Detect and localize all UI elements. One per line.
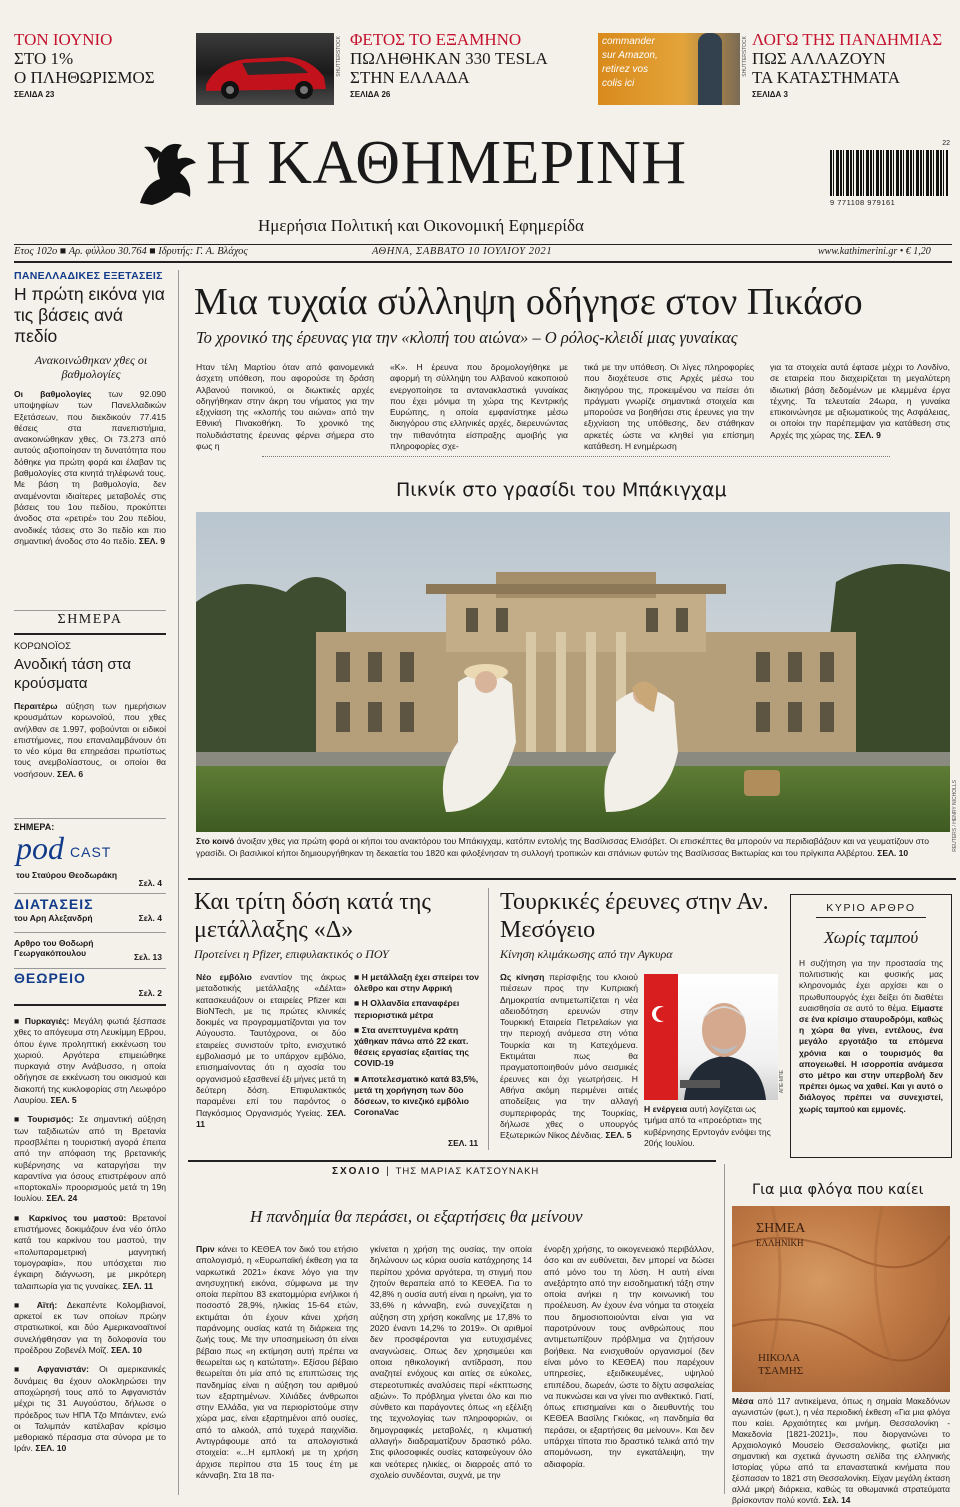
- comment-col-3: ένορξη χρήσης, το οικογενειακό περιβάλλον, όσο και αν ευθύνεται, δεν μπορεί να δώσει από μόνο του τη λύση. Η αυτή είναι ανεξάρτητο από την εισοδηματική τάξη στην οποία ανήκει η την κοινωνική του προέλευση. Αν έχουν ένα νόημα τα στοιχεία που δημοσιοποιούνται είναι για να παροτρύνουν τους ανθρώπους που αντιμετωπίζουν πρόβλημα να ζητήσουν βοήθεια. Να ενισχυθούν οργανισμοί (δεν είναι μόνο το ΚΕΘΕΑ) που παρέχουν υπηρεσίες, εξειδικευμένες, υψηλού επιπέδου, δωρεάν, ώστε το δίχτυ ασφαλείας να πυκνώσει και να γίνει πιο ανθεκτικό. Γιατί, όπως επισημαίνει και ο διευθυντής του ΚΕΘΕΑ Βασίλης Γκιόκας, «η πανδημία θα περάσει, οι εξαρτήσεις θα μείνουν». Και δεν υπάρχει τίποτα πιο δραστικό τελικά από την απομόνωση, την εγκατάλειψη, την αδιαφορία.: [544, 1244, 714, 1469]
- vaccine-bullet-2[interactable]: ■ Η Ολλανδία επαναφέρει περιοριστικά μέτρα: [354, 998, 460, 1020]
- lead-story-page: ΣΕΛ. 9: [854, 429, 881, 440]
- item-afghanistan-page: ΣΕΛ. 10: [35, 1443, 67, 1454]
- barcode-number: 9 771108 979161: [830, 198, 896, 207]
- item-afghanistan[interactable]: ■ Αφγανιστάν: Οι αμερικανικές δυνάμεις θα έχουν ολοκληρώσει την αποχώρησή τους από το Αφγανιστάν μέχρι τις 31 Αυγούστου, δήλωσε ο πρόεδρος των ΗΠΑ Τζο Μπάιντεν, ενώ οι Ταλιμπάν κατέλαβαν κρίσιμο μεθοριακό πέρασμα στα σύνορα με το Ιράν. ΣΕΛ. 10: [14, 1364, 166, 1454]
- turkey-lead: Ως κίνηση: [500, 972, 545, 982]
- flame-title[interactable]: Για μια φλόγα που καίει: [752, 1182, 924, 1198]
- item-tourism-page: ΣΕΛ. 24: [46, 1193, 78, 1204]
- lead-col-1: Ηταν τέλη Μαρτίου όταν από φαινομενικά άσχετη υπόθεση, που αφορούσε τη δράση Αλβανού ποινικού, οι διωκτικές αρχές οδηγήθηκαν στην άκρη του νήματος για την εξιχνίαση της «κλοπής του αιώνα» από την Εθνική Πινακοθήκη. Το χρονικό της πολυδιάστατης έρευνας φέρνει σήμερα στο φως η: [196, 362, 374, 452]
- amazon-locker-photo: [598, 33, 740, 105]
- buckingham-caption-page: ΣΕΛ. 10: [877, 847, 909, 858]
- arthro-page: Σελ. 13: [133, 952, 162, 962]
- flag-text-2: ΕΛΛΗΝΙΚΗ: [756, 1238, 804, 1248]
- turkey-story[interactable]: [500, 888, 780, 962]
- tesla-photo: [196, 33, 334, 105]
- vaccine-subtitle: Προτείνει η Pfizer, επιφυλακτικός ο ΠΟΥ: [194, 947, 389, 961]
- corona-kicker: ΚΟΡΩΝΟΪΟΣ: [14, 641, 72, 652]
- vaccine-bullet-4-text: Αποτελεσματικό κατά 83,5%, μετά τη χορήγηση των δύο δόσεων, το κινεζικό εμβόλιο CoronaVac: [354, 1073, 479, 1118]
- teaser-1-line2: ΣΤΟ 1%: [14, 49, 74, 68]
- vaccine-page: ΣΕΛ. 11: [196, 1107, 347, 1129]
- theoreio-title: ΘΕΩΡΕΙΟ: [14, 970, 86, 986]
- lead-col-4-text: για τα στοιχεία αυτά έφτασε μέχρι το Λονδίνο, σε εταιρεία που διαχειρίζεται τη μεγαλύτερη ιδιωτική βάση δεδομένων με κλεμμένα έργα τέχνης. Τα τελευταία 24ωρα, η γυναίκα επικοινώνησε με αξιωματικούς της Ασφάλειας, οι οποίοι την παρέπεμψαν για κατάθεση στις Αρχές της χώρας της.: [770, 362, 950, 440]
- erdogan-caption: [644, 1104, 778, 1149]
- diataseis-page: Σελ. 4: [138, 913, 162, 923]
- lead-col-4: [770, 362, 950, 441]
- item-cancer[interactable]: ■ Καρκίνος του μαστού: Βρετανοί επιστήμονες δοκιμάζουν ένα νέο όπλο κατά του καρκίνου του μαστού, την «πολυπαραμετρική μαγνητική τομογραφία», που υπόσχεται πιο έγκαιρη διάγνωση, με μικρότερη ταλαιπωρία για τις γυναίκες. ΣΕΛ. 11: [14, 1212, 166, 1291]
- vaccine-bullets: [354, 972, 482, 1118]
- arthro-promo[interactable]: [14, 938, 166, 966]
- podcast-author: του Σταύρου Θεοδωράκη: [16, 870, 118, 880]
- editorial-body: [799, 958, 943, 1115]
- sphinx-icon: [132, 133, 202, 213]
- item-cancer-lead: Καρκίνος του μαστού:: [28, 1212, 127, 1223]
- photo-story-title[interactable]: Πικνίκ στο γρασίδι του Μπάκιγχαμ: [396, 479, 727, 501]
- corona-page: ΣΕΛ. 6: [57, 768, 84, 779]
- editorial-title: Χωρίς ταμπού: [823, 928, 919, 947]
- exams-page: ΣΕΛ. 9: [138, 535, 166, 546]
- podcast-page: Σελ. 4: [138, 878, 162, 888]
- vaccine-text: εναντίον της άκρως μεταδοτικής μετάλλαξης «Δέλτα» κατασκευάζουν οι εταιρείες Pfizer και BioNTech, με τις πρώτες κλινικές δοκιμές να προγραμματίζονται για τον Αύγουστο. Ταυτόχρονα, οι δύο εταιρείες συνιστούν τρίτο, ενισχυτικό εμβολιασμό με το υπάρχον εμβόλιο, επισημαίνοντας ότι η αχοσία του οργανισμού εξασθενεί έξι μήνες μετά τη δεύτερη δόση. Επιφυλακτικός παραμένει επί του παρόντος ο Παγκόσμιος Οργανισμός Υγείας.: [196, 972, 347, 1118]
- exams-lead: Οι βαθμολογίες: [14, 389, 92, 399]
- turkey-page: ΣΕΛ. 5: [605, 1130, 632, 1141]
- exams-kicker: ΠΑΝΕΛΛΑΔΙΚΕΣ ΕΞΕΤΑΣΕΙΣ: [14, 270, 163, 282]
- comment-col-2: γκίνεται η χρήση της ουσίας, την οποία δηλώνουν ως κύρια ουσία κατάχρησης 14 περίπου χρόνια αργότερα, τη στιγμή που ζητούν θεραπεία από το ΚΕΘΕΑ. Για το 42,8% η ουσία αυτή είναι η ηρωίνη, για το 33,6% η κάνναβη, ενώ συνεχίζεται η αύξηση στη χρήση κοκαΐνης με 17,8% το 2020 έναντι 14,2% το 2019». Οι αριθμοί δεν προσφέρονται για ευτυχισμένες αναγνώσεις. Οπως δεν χρησιμεύει και οποια ηθικολογική αντίδραση, που αναζητεί ενόχους και αιτίες σε εύκολες, στερεοτυπικές αναλύσεις περί «έκπτωσης αξιών». Το πρόβλημα γίνεται όλο και πιο σύνθετο και παράγοντες όπως «η εξέλιξη της τεχνολογίας των πληροφοριών, οι δημογραφικές μεταβολές, η κλιματική αλλαγή» διαδραματίζουν δραστικό ρόλο. Στις φιλοσοφικές ουσίες καταφεύγουν όλο και νεότερες ηλικίες, οι διαρροές από το σχολείο συνδέονται, συχνά, με την: [370, 1244, 532, 1480]
- teaser-3-line2: ΠΩΣ ΑΛΛΑΖΟΥΝ: [752, 49, 886, 68]
- vaccine-bullet-1-text: Η μετάλλαξη έχει σπείρει τον όλεθρο και στην Αφρική: [354, 972, 480, 994]
- vaccine-bullet-3[interactable]: ■ Στα ανεπτυγμένα κράτη χάθηκαν πάνω από 22 εκατ. θέσεις εργασίας εξαιτίας της COVID-19: [354, 1024, 469, 1069]
- issue-date: ΑΘΗΝΑ, ΣΑΒΒΑΤΟ 10 ΙΟΥΛΙΟΥ 2021: [372, 246, 553, 257]
- buckingham-caption-lead: Στο κοινό: [196, 836, 235, 846]
- masthead-title[interactable]: Η ΚΑΘΗΜΕΡΙΝΗ: [206, 129, 687, 197]
- teaser-1[interactable]: [14, 30, 184, 110]
- teaser-2-page: ΣΕΛΙΔΑ 26: [350, 90, 391, 99]
- erdogan-caption-lead: Η ενέργεια: [644, 1104, 688, 1114]
- today-label: ΣΗΜΕΡΑ: [57, 612, 123, 627]
- item-haiti-lead: Αϊτή:: [36, 1299, 58, 1310]
- teaser-1-page: ΣΕΛΙΔΑ 23: [14, 90, 55, 99]
- item-haiti[interactable]: ■ Αϊτή: Δεκαπέντε Κολομβιανοί, αρκετοί εκ των οποίων πρώην στρατιωτικοί, και δύο Αμερικανοαϊτινοί συνελήφθησαν για τη δολοφονία του προέδρου Ζοβενέλ Μοΐζ. ΣΕΛ. 10: [14, 1299, 166, 1356]
- vaccine-bullet-3-text: Στα ανεπτυγμένα κράτη χάθηκαν πάνω από 22 εκατ. θέσεις εργασίας εξαιτίας της COVID-19: [354, 1024, 469, 1069]
- vaccine-bullet-4[interactable]: ■ Αποτελεσματικό κατά 83,5%, μετά τη χορήγηση των δύο δόσεων, το κινεζικό εμβόλιο CoronaVac: [354, 1073, 479, 1118]
- flag-text-3: ΗΙΚΟΛΑ: [758, 1352, 801, 1364]
- erdogan-credit: ΑΠΕ-ΜΠΕ: [779, 1070, 785, 1094]
- theoreio-page: Σελ. 2: [138, 988, 162, 998]
- comment-lead: Πριν: [196, 1244, 215, 1254]
- masthead-subtitle: Ημερήσια Πολιτική και Οικονομική Εφημερίδα: [258, 216, 584, 235]
- flame-body: [732, 1396, 950, 1506]
- editorial-kicker: ΚΥΡΙΟ ΑΡΘΡΟ: [816, 902, 926, 918]
- comment-col-1-text: κάνει το ΚΕΘΕΑ τον δικό του ετήσιο απολογισμό, η «Ευρωπαϊκή έκθεση για τα ναρκωτικά 2021» έκανε λόγο για την ανησυχητική εικόνα, σύμφωνα με την οποία περίπου 83 εκατομμύρια ενήλικοι ή ποσοστό 28,9%, ηλικίας 15-64 ετών, εκτιμάται ότι έχουν κάνει χρήση παράνομης ουσίας κατά τη διάρκεια της ζωής τους. Με την υποσημείωση ότι είναι βέβαιο πως «η εκτίμηση αυτή πρέπει να θεωρείται ως η κατώτατη». Εξίσου βέβαιο θεωρείται ότι μία από τις επιπτώσεις της πανδημίας είναι η αύξηση του αριθμού των εξαρτημένων. Χιλιάδες άνθρωποι στην Ελλάδα, για να περιορίστούμε στην χώρα μας, είναι εξαρτημένοι από ουσίες, από το αλκοόλ, από τυχερά παιχνίδια. Αντιγράφουμε από τα απολογιστικά στοιχεία: «...Η εμπλοκή με τη χρήση άρχισε περίπου στα 15 τους έτη με κάνναβη. Στα 18 πα-: [196, 1244, 358, 1480]
- arthro-author: Αρθρο του Θοδωρή Γεωργακόπουλου: [14, 938, 94, 958]
- vaccine-body: [196, 972, 346, 1130]
- flame-text: από 117 αντικείμενα, όπως η σημαία Μακεδόνων αγωνιστών (φωτ.), η νέα περιοδική έκθεση «Για μια φλόγα που καίει. Αρχαιότητες και μνήμη. Θεσσαλονίκη - Μακεδονία [1821-2021]», που διοργανώνει το Αρχαιολογικό Μουσείο Θεσσαλονίκης, φωτίζει μια σημαντική και σχετικά άγνωστη σελίδα της ελληνικής Ιστορίας γύρω από τα επαναστατικά κινήματα που ξέσπασαν το 1821 στη Θεσσαλονίκη. Είχαν μεγάλη έκταση αλλά μικρή διάρκεια, καθώς τα οθωμανικά στρατεύματα βρίσκονταν πολύ κοντά.: [732, 1396, 950, 1505]
- buckingham-caption: [196, 836, 950, 859]
- vaccine-bullet-2-text: Η Ολλανδία επαναφέρει περιοριστικά μέτρα: [354, 998, 460, 1020]
- podcast-promo[interactable]: [16, 830, 166, 888]
- buckingham-credit: REUTERS / HENRY NICHOLLS: [952, 780, 958, 852]
- locker-text-1: commander: [602, 36, 655, 47]
- item-fires-lead: Πυρκαγιές:: [24, 1016, 70, 1026]
- item-haiti-page: ΣΕΛ. 10: [111, 1345, 142, 1356]
- theoreio-promo[interactable]: [14, 970, 166, 1000]
- exams-body: [14, 389, 166, 547]
- diataseis-title: ΔΙΑΤΑΣΕΙΣ: [14, 896, 94, 912]
- issue-info: Ετος 102ο ■ Αρ. φύλλου 30.764 ■ Ιδρυτής: Γ. Α. Βλάχος: [14, 246, 248, 257]
- item-tourism-lead: Τουρισμός:: [27, 1114, 74, 1125]
- turkey-title: Τουρκικές έρευνες στην Αν. Μεσόγειο: [500, 889, 769, 943]
- item-fires[interactable]: ■ Πυρκαγιές: Μεγάλη φωτιά ξέσπασε χθες το απόγευμα στη Λευκίμμη Εβρου, όπου έγινε προληπτική εκκένωση του χωριού. Αργότερα επιμειώθηκε πυρκαγιά στην Ανάβυσσο, η οποία οδήγησε σε εκκένωση του οικισμού και διακοπή της κυκλοφορίας στη Λεωφόρο Λαυρίου. ΣΕΛ. 5: [14, 1016, 166, 1106]
- comment-byline: ΤΗΣ ΜΑΡΙΑΣ ΚΑΤΣΟΥΝΑΚΗ: [395, 1166, 540, 1177]
- teaser-3-line3: ΤΑ ΚΑΤΑΣΤΗΜΑΤΑ: [752, 68, 900, 87]
- corona-lead: Περαιτέρω: [14, 701, 58, 711]
- vaccine-story[interactable]: [194, 888, 484, 962]
- lead-story-subtitle: Το χρονικό της έρευνας για την «κλοπή του αιώνα» – Ο ρόλος-κλειδί μιας γυναίκας: [196, 328, 738, 347]
- teaser-2[interactable]: [350, 30, 570, 110]
- erdogan-photo: [644, 974, 778, 1100]
- item-tourism[interactable]: ■ Τουρισμός: Σε σημαντική αύξηση των ταξιδιωτών από τη Βρετανία προσβλέπει η τουριστική αγορά έπειτα από την απόφαση της βρετανικής κυβέρνησης να καταργήσει την καραντίνα για όσους επιστρέφουν από «πορτοκαλί» προορισμούς μετά τη 19η Ιουλίου. ΣΕΛ. 24: [14, 1114, 166, 1204]
- flame-lead: Μέσα: [732, 1396, 754, 1406]
- teaser-2-line3: ΣΤΗΝ ΕΛΛΑΔΑ: [350, 68, 470, 87]
- vaccine-lead: Νέο εμβόλιο: [196, 972, 252, 982]
- erdogan-caption-text: αυτή λογίζεται ως τμήμα από τα «προεόρτια» της κυβέρνησης Ερντογάν ενόψει της 20ής Ιουλίου.: [644, 1104, 771, 1148]
- vaccine-title: Και τρίτη δόση κατά της μετάλλαξης «Δ»: [194, 889, 431, 943]
- theoreio-items: [14, 1016, 166, 1455]
- today-colon: ΣΗΜΕΡΑ:: [14, 822, 55, 832]
- item-afghanistan-lead: Αφγανιστάν:: [37, 1364, 89, 1375]
- lead-col-3: τικά με την υπόθεση. Οι λίγες πληροφορίες που διοχέτευσε στις Αρχές μέσω του δικηγόρου της, προκειμένου να πείσει ότι πράγματι γνωρίζε σημαντικά στοιχεία και μπορούσε να βοηθήσει στις έρευνες για την εξιχνίαση της υπόθεσης, δεν στάθηκαν αρκετές ώστε να κληθεί για επίσημη κατάθεση. Η ενημέρωση: [584, 362, 754, 452]
- barcode: [826, 140, 952, 212]
- locker-text-4: colis ici: [602, 78, 635, 89]
- item-tourism-text: Σε σημαντική αύξηση των ταξιδιωτών από τη Βρετανία προσβλέπει η τουριστική αγορά έπειτα από την απόφαση της βρετανικής κυβέρνησης να καταργήσει την καραντίνα για όσους επιστρέφουν από «πορτοκαλί» προορισμούς μετά τη 19η Ιουλίου.: [14, 1114, 166, 1204]
- editorial-box[interactable]: [790, 894, 952, 1158]
- podcast-cast: CAST: [70, 844, 112, 860]
- teaser-2-line1: ΦΕΤΟΣ ΤΟ ΕΞΑΜΗΝΟ: [350, 30, 522, 49]
- turkey-body: [500, 972, 638, 1141]
- corona-body: [14, 701, 166, 780]
- item-fires-text: Μεγάλη φωτιά ξέσπασε χθες το απόγευμα στη Λευκίμμη Εβρου, όπου έγινε προληπτική εκκένωση του χωριού. Αργότερα επιμειώθηκε πυρκαγιά στην Ανάβυσσο, η οποία οδήγησε σε εκκένωση του οικισμού και διακοπή της κυκλοφορίας στη Λεωφόρο Λαυρίου.: [14, 1016, 166, 1106]
- diataseis-author: του Αρη Αλεξανδρή: [14, 913, 93, 923]
- corona-text: αύξηση των ημερήσιων κρουσμάτων κορωνοϊού, που χθες ανήλθαν σε 1.997, φοβούνται οι ειδικοί επιστήμονες, που επαναλαμβάνουν ότι το νέο κύμα θα επηρεάσει πρωτίστως τους ανεμβολίαστους, οι οποίοι θα νοσήσουν.: [14, 701, 166, 779]
- flag-text-1: ΣΗΜΕΑ: [756, 1221, 806, 1236]
- barcode-issue: 22: [942, 140, 950, 147]
- flag-text-4: ΤΣΑΜΗΣ: [758, 1365, 804, 1377]
- comment-col-1: [196, 1244, 358, 1481]
- lead-story-title[interactable]: Μια τυχαία σύλληψη οδήγησε στον Πικάσο: [194, 281, 863, 323]
- teaser-3-line1: ΛΟΓΩ ΤΗΣ ΠΑΝΔΗΜΙΑΣ: [752, 30, 943, 49]
- exams-subtitle: Ανακοινώθηκαν χθες οι βαθμολογίες: [34, 353, 148, 381]
- website-price[interactable]: www.kathimerini.gr • € 1,20: [818, 246, 931, 257]
- lead-col-2: «Κ». Η έρευνα που δρομολογήθηκε με αφορμή τη σύλληψη του Αλβανού κακοποιού ενεργοποίησε τα αντανακλαστικά γυναίκας που έχει μόνιμα τη χώρα της Κεντρικής Ευρώπης, η οποία εμφανίστηκε μέσω δικηγόρου στις ελληνικές αρχές, διερευνώντας την πιθανότητα είσπραξης αμοιβής για πληροφορίες σχε-: [390, 362, 568, 452]
- item-haiti-text: Δεκαπέντε Κολομβιανοί, αρκετοί εκ των οποίων πρώην στρατιωτικοί, και δύο Αμερικανοαϊτινοί συνελήφθησαν για τη δολοφονία του προέδρου Ζοβενέλ Μοΐζ.: [14, 1299, 166, 1356]
- exams-title: Η πρώτη εικόνα για τις βάσεις ανά πεδίο: [14, 284, 165, 346]
- comment-kicker: ΣΧΟΛΙΟ: [332, 1166, 382, 1177]
- exams-text: των 92.090 υποψηφίων των Πανελλαδικών Εξετάσεων, που διεκδικούν 77.415 θέσεις στα πανεπιστήμια, ανακοινώθηκαν χθες. Οι 73.273 από αυτούς αξιοποίησαν τη δυνατότητα που δόθηκε για πρώτη φορά και έλαβαν τις βαθμολογίες στα κινητά τηλέφωνά τους. Με βάση τη βαθμολογία, δεν αναμένονται ιδιαίτερες μεταβολές στις βάσεις του 1ου πεδίου, προκύπτει άνοδος στα «ρετιρέ» του 2ου πεδίου, ανοδικές τάσεις στο 3ο πεδίο και πιο σημαντική άνοδος στο 4ο πεδίο.: [14, 389, 166, 546]
- teaser-2-credit: SHUTTERSTOCK: [336, 36, 342, 77]
- flag-photo: [732, 1206, 950, 1392]
- vaccine-page-2: ΣΕΛ. 11: [448, 1138, 479, 1148]
- teaser-1-line3: Ο ΠΛΗΘΩΡΙΣΜΟΣ: [14, 68, 155, 87]
- teaser-2-line2: ΠΩΛΗΘΗΚΑΝ 330 TESLA: [350, 49, 548, 68]
- item-fires-page: ΣΕΛ. 5: [50, 1095, 77, 1106]
- editorial-p2: Είμαστε σε ένα κρίσιμο σταυροδρόμι, καθώς η χώρα θα γίνει, εντέλους, ένα μεγάλο εργοτάξιο τα επόμενα χρόνια και ο τουρισμός θα απογειωθεί. Η ισορροπία ανάμεσα στο μέτρο και στην υπερβολή δεν πρέπει όμως να χαθεί. Και γι αυτό ο διάλογος πρέπει να συνεχιστεί, χωρίς ταμπού και εμμονές.: [799, 1002, 943, 1114]
- buckingham-photo: [196, 512, 950, 832]
- editorial-p1: Η συζήτηση για την προστασία της πολιτιστικής και φυσικής μας κληρονομιάς έχει αρχίσει και ο πρωθυπουργός έχει δείξει ότι διαθέτει ευαισθησία σε αυτό το θέμα.: [799, 958, 943, 1013]
- buckingham-caption-text: άνοιξαν χθες για πρώτη φορά οι κήποι του ανακτόρου του Μπάκιγχαμ, κατόπιν εντολής της Βασίλισσας Ελισάβετ. Οι επισκέπτες θα μπορούν να περιδιαβάζουν και να γευματίζουν στο γρασίδι. Οι βασιλικοί κήποι δημιουργήθηκαν τη δεκαετία του 1820 και φιλοξένησαν τη συλλογή τροπικών και σπάνιων φυτών της Βασίλισσας Βικτωρίας και του πρίγκιπα Αλβέρτου.: [196, 836, 929, 858]
- corona-story[interactable]: [14, 641, 166, 780]
- exams-story[interactable]: [14, 270, 166, 547]
- teaser-3[interactable]: [752, 30, 952, 110]
- turkey-subtitle: Κίνηση κλιμάκωσης από την Αγκυρα: [500, 947, 673, 961]
- locker-text-3: retirez vos: [602, 64, 649, 75]
- item-cancer-page: ΣΕΛ. 11: [122, 1280, 154, 1291]
- comment-title[interactable]: Η πανδημία θα περάσει, οι εξαρτήσεις θα μείνουν: [250, 1207, 583, 1226]
- teaser-3-credit: SHUTTERSTOCK: [742, 36, 748, 77]
- turkey-text: περίσφιξης του κλοιού πιέσεων προς την Κυπριακή Δημοκρατία αντιμετωπίζεται η νέα αδειοδότηση ερευνών στην Τουρκική Εταιρεία Πετρελαίων για την περιοχή ανάμεσα στη νότια Τουρκία και τη Κατεχόμενα. Εκτιμάται πως θα πραγματοποιηθούν μόνο σεισμικές έρευνες και όχι γεωτρήσεις. Η Αθήνα ακόμη περιμένει αιτιές αποδείξεις για την αλλαγή συμπεριφοράς της Τουρκίας, δήλωσε χθες ο υπουργός Εξωτερικών Νίκος Δένδιας.: [500, 972, 638, 1141]
- item-cancer-text: Βρετανοί επιστήμονες δοκιμάζουν ένα νέο όπλο κατά του καρκίνου του μαστού, την «πολυπαραμετρική μαγνητική τομογραφία», που υπόσχεται πιο έγκαιρη διάγνωση, με μικρότερη ταλαιπωρία για τις γυναίκες.: [14, 1212, 166, 1291]
- logo-emblem: [132, 133, 202, 213]
- comment-header: ΣΧΟΛΙΟ | ΤΗΣ ΜΑΡΙΑΣ ΚΑΤΣΟΥΝΑΚΗ: [332, 1166, 540, 1177]
- vaccine-bullet-1[interactable]: ■ Η μετάλλαξη έχει σπείρει τον όλεθρο και στην Αφρική: [354, 972, 480, 994]
- corona-title: Ανοδική τάση στα κρούσματα: [14, 656, 132, 692]
- locker-text-2: sur Amazon,: [602, 50, 658, 61]
- flame-page: Σελ. 14: [822, 1495, 851, 1505]
- item-afghanistan-text: Οι αμερικανικές δυνάμεις θα έχουν ολοκληρώσει την αποχώρησή τους από το Αφγανιστάν μέχρι τις 31 Αυγούστου, δήλωσε ο πρόεδρος των ΗΠΑ Τζο Μπάιντεν, ενώ οι Ταλιμπάν κατέλαβαν κρίσιμο μεθοριακό πέρασμα στα σύνορα με το Ιράν.: [14, 1364, 166, 1454]
- diataseis-promo[interactable]: [14, 896, 166, 924]
- podcast-pod: pod: [16, 830, 64, 866]
- teaser-3-page: ΣΕΛΙΔΑ 3: [752, 90, 788, 99]
- teaser-1-line1: ΤΟΝ ΙΟΥΝΙΟ: [14, 30, 113, 49]
